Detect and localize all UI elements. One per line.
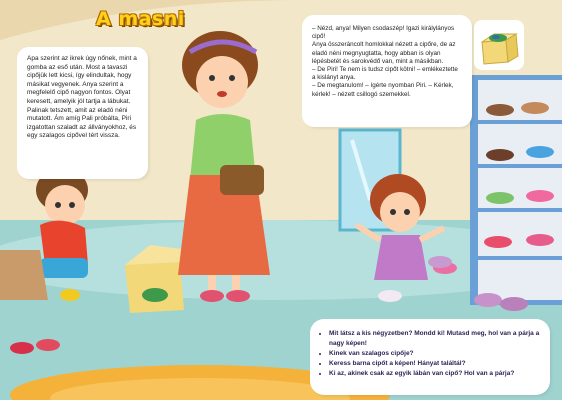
dialogue-line: – De megtanulom! – ígérte nyomban Piri. – Kérlek, kérlek! – nézett csillogó szemekkel. <box>312 82 454 98</box>
questions-box <box>312 321 548 393</box>
dialogue-line: – Nézd, anya! Milyen csodaszép! Igazi királylányos cipő! <box>312 25 455 41</box>
dialogue-line: Anya összeráncolt homlokkal nézett a cipőre, de az eladó néni megnyugtatta, hogy abban is olyan lépésbetét és sarokvédő van, mint a másikban. <box>312 41 456 65</box>
story-text-left: Apa szerint az ikrek úgy nőnek, mint a gomba az eső után. Most a tavaszi cipőjük lett kicsi, így elindultak, hogy másikat vegyenek. Anya szerint a megfelelő cipő nagyon fontos. Olyat keresett, amelyik jól tartja a lábukat. Palinak tetszett, amit az eladó néni mutatott. Ám amíg Pali próbálta, Piri izgatottan szaladt az állványokhoz, és egy szalagos cipővel tért vissza. <box>27 55 137 140</box>
page-title: A masni <box>96 8 185 30</box>
thumbnail-box <box>474 20 524 70</box>
question-item: • Keress barna cipőt a képen! Hányat találtál? <box>329 359 540 369</box>
mother-figure <box>178 31 270 302</box>
question-list <box>320 329 540 379</box>
question-item: • Kinek van szalagos cipője? <box>329 349 540 359</box>
question-item: • Ki az, akinek csak az egyik lábán van cipő? Hol van a párja? <box>329 369 540 379</box>
shoe-in-box-icon <box>474 20 524 70</box>
story-box-left <box>19 49 146 177</box>
bench <box>0 250 48 300</box>
story-box-right <box>304 17 470 125</box>
question-item: • Mit látsz a kis négyzetben? Mondd ki! Mutasd meg, hol van a párja a nagy képen! <box>329 329 540 349</box>
dialogue-line: – De Piri! Te nem is tudsz cipőt kötni! – emlékeztette a kislányt anya. <box>312 66 458 82</box>
shoe-shelves <box>470 75 562 305</box>
